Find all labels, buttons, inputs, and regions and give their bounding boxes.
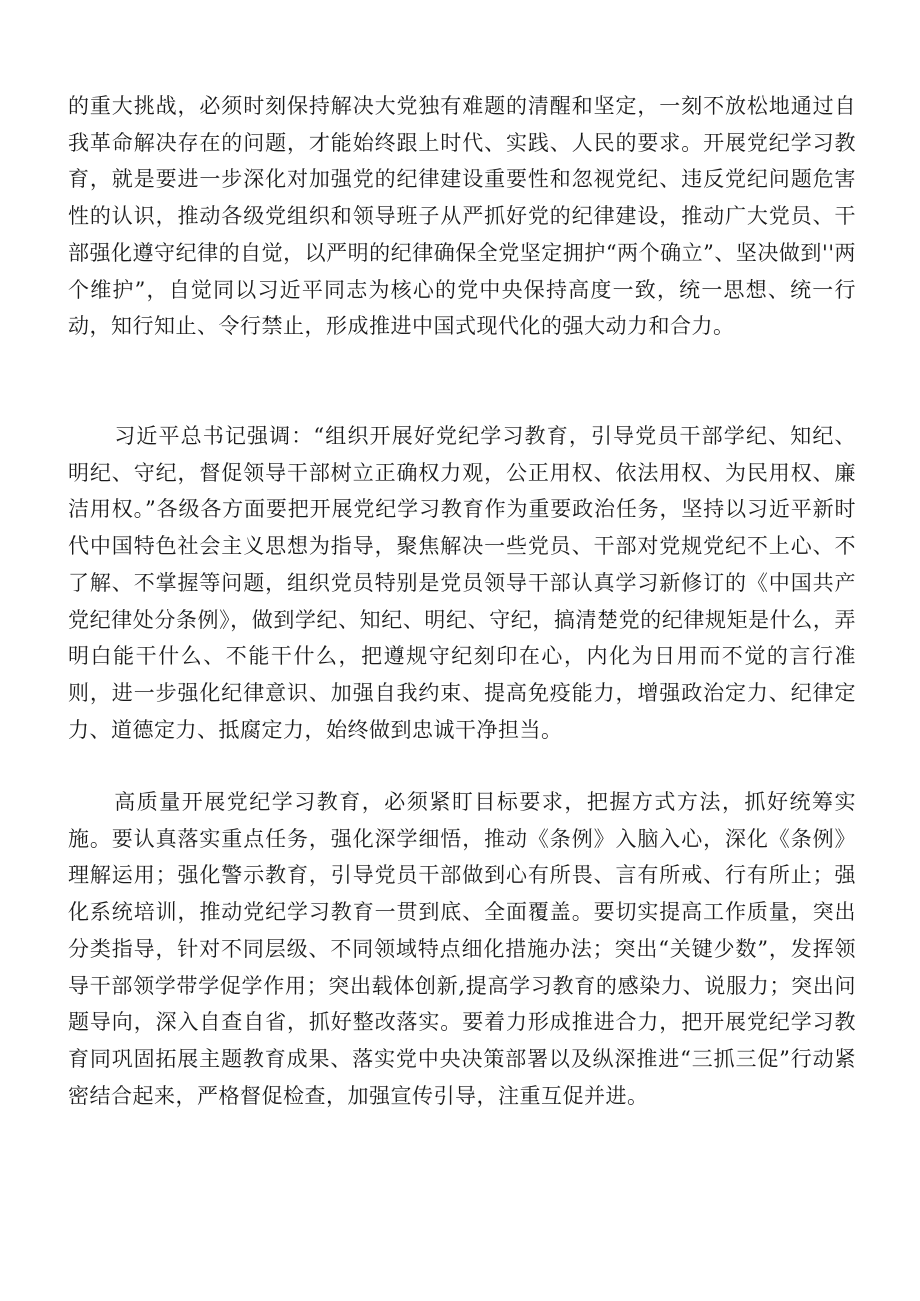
document-body <box>68 88 856 1154</box>
paragraph-1: 的重大挑战，必须时刻保持解决大党独有难题的清醒和坚定，一刻不放松地通过自我革命解决存在的问题，才能始终跟上时代、实践、人民的要求。开展党纪学习教育，就是要进一步深化对加强党的纪律建设重要性和忽视党纪、违反党纪问题危害性的认识，推动各级党组织和领导班子从严抓好党的纪律建设，推动广大党员、干部强化遵守纪律的自觉，以严明的纪律确保全党坚定拥护“两个确立”、坚决做到''两个维护”，自觉同以习近平同志为核心的党中央保持高度一致，统一思想、统一行动，知行知止、令行禁止，形成推进中国式现代化的强大动力和合力。 <box>68 94 856 339</box>
paragraph-2: 习近平总书记强调：“组织开展好党纪学习教育，引导党员干部学纪、知纪、明纪、守纪，督促领导干部树立正确权力观，公正用权、依法用权、为民用权、廉洁用权。”各级各方面要把开展党纪学习教育作为重要政治任务，坚持以习近平新时代中国特色社会主义思想为指导，聚焦解决一些党员、干部对党规党纪不上心、不了解、不掌握等问题，组织党员特别是党员领导干部认真学习新修订的《中国共产党纪律处分条例》，做到学纪、知纪、明纪、守纪，搞清楚党的纪律规矩是什么，弄明白能干什么、不能干什么，把遵规守纪刻印在心，内化为日用而不觉的言行准则，进一步强化纪律意识、加强自我约束、提高免疫能力，增强政治定力、纪律定力、道德定力、抵腐定力，始终做到忠诚干净担当。 <box>68 424 856 742</box>
paragraph-3: 高质量开展党纪学习教育，必须紧盯目标要求，把握方式方法，抓好统筹实施。要认真落实重点任务，强化深学细悟，推动《条例》入脑入心，深化《条例》理解运用；强化警示教育，引导党员干部做到心有所畏、言有所戒、行有所止；强化系统培训，推动党纪学习教育一贯到底、全面覆盖。要切实提高工作质量，突出分类指导，针对不同层级、不同领域特点细化措施办法；突出“关键少数”，发挥领导干部领学带学促学作用；突出载体创新,提高学习教育的感染力、说服力；突出问题导向，深入自查自省，抓好整改落实。要着力形成推进合力，把开展党纪学习教育同巩固拓展主题教育成果、落实党中央决策部署以及纵深推进“三抓三促”行动紧密结合起来，严格督促检查，加强宣传引导，注重互促并进。 <box>68 790 856 1108</box>
